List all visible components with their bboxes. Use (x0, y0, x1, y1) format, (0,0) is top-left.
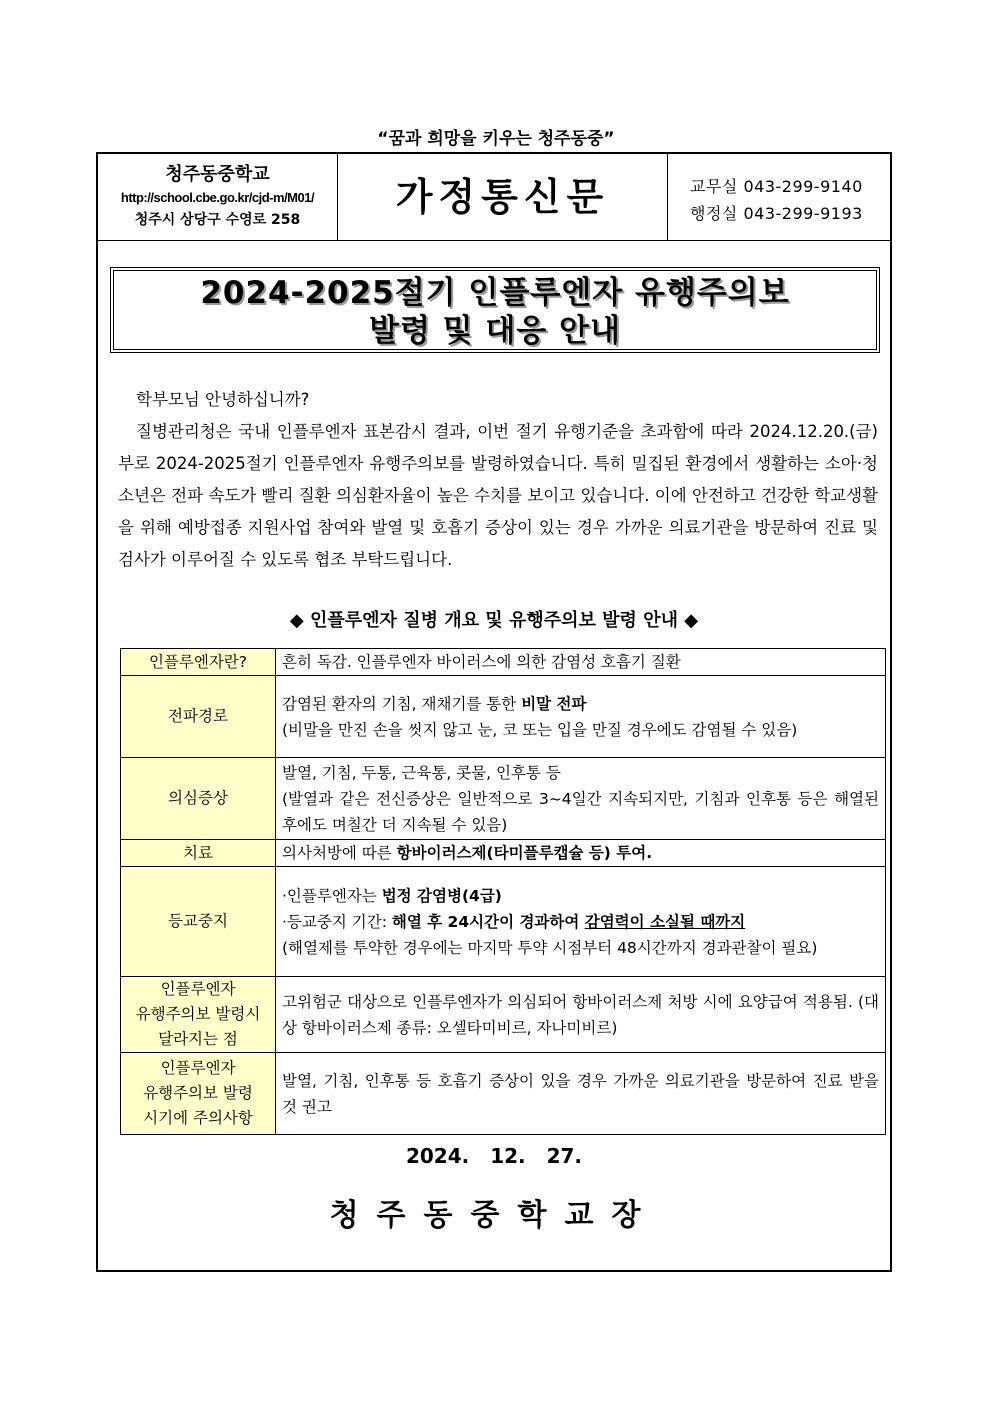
row-key-line: 시기에 주의사항 (143, 1109, 253, 1127)
value-text: 발열, 기침, 두통, 근육통, 콧물, 인후통 등 (282, 763, 561, 782)
row-value (276, 840, 886, 867)
row-value (276, 676, 886, 758)
info-table (120, 648, 886, 1135)
table-row (121, 867, 886, 977)
value-text: 감염된 환자의 기침, 재채기를 통한 (282, 694, 522, 713)
row-key (121, 1053, 276, 1135)
table-row (121, 1053, 886, 1135)
header (98, 154, 890, 241)
value-emphasis: 항바이러스제(타미플루캡슐 등) 투여. (396, 844, 653, 862)
row-key-line: 인플루엔자 (160, 980, 236, 998)
row-key-line: 인플루엔자 (160, 1059, 236, 1077)
row-value: 흔히 독감. 인플루엔자 바이러스에 의한 감염성 호흡기 질환 (276, 649, 886, 676)
value-text: 의사처방에 따른 (282, 844, 397, 862)
principal-signature: 청주동중학교장 (329, 1198, 659, 1233)
row-key: 등교중지 (121, 867, 276, 977)
value-text: ·인플루엔자는 (282, 886, 382, 905)
row-value (276, 867, 886, 977)
row-key: 인플루엔자란? (121, 649, 276, 676)
school-address: 청주시 상당구 수영로 258 (134, 212, 301, 228)
value-text: ·등교중지 기간: (282, 912, 392, 931)
value-emphasis: 비말 전파 (521, 694, 587, 713)
row-value: 발열, 기침, 인후통 등 호흡기 증상이 있을 경우 가까운 의료기관을 방문하여 진료 받을 것 권고 (276, 1053, 886, 1135)
newsletter-frame (96, 152, 892, 1272)
row-key: 치료 (121, 840, 276, 867)
table-row (121, 676, 886, 758)
body-paragraph: 질병관리청은 국내 인플루엔자 표본감시 결과, 이번 절기 유행기준을 초과함에 따라 2024.12.20.(금)부로 2024-2025절기 인플루엔자 유행주의보를 발령하였습니다. 특히 밀집된 환경에서 생활하는 소아·청소년은 전파 속도가 빨리 질환 의심환자율이 높은 수치를 보이고 있습니다. 이에 안전하고 건강한 학교생활을 위해 예방접종 지원사업 참여와 발열 및 호흡기 증상이 있는 경우 가까운 의료기관을 방문하여 진료 및 검사가 이루어질 수 있도록 협조 부탁드립니다. (118, 422, 878, 569)
title-line-1: 2024-2025절기 인플루엔자 유행주의보 (200, 275, 790, 311)
table-row (121, 840, 886, 867)
value-note: (해열제를 투약한 경우에는 마지막 투약 시점부터 48시간까지 경과관찰이 필요) (282, 938, 818, 957)
value-note: (발열과 같은 전신증상은 일반적으로 3~4일간 지속되지만, 기침과 인후통 등은 해열된 후에도 며칠간 더 지속될 수 있음) (282, 789, 879, 834)
row-key-line: 유행주의보 발령 (143, 1084, 253, 1102)
motto: “꿈과 희망을 키우는 청주동중” (377, 129, 615, 149)
school-name: 청주동중학교 (165, 164, 270, 185)
title-box (110, 267, 880, 353)
phone-admin-office: 행정실 043-299-9193 (690, 204, 863, 223)
value-underline: 감염력이 소실될 때까지 (584, 912, 746, 931)
row-value (276, 758, 886, 840)
row-key (121, 977, 276, 1053)
row-value: 고위험군 대상으로 인플루엔자가 의심되어 항바이러스제 처방 시에 요양급여 적용됨. (대상 항바이러스제 종류: 오셀타미비르, 자나미비르) (276, 977, 886, 1053)
phone-teachers-office: 교무실 043-299-9140 (690, 177, 863, 196)
row-key: 전파경로 (121, 676, 276, 758)
row-key-line: 달라지는 점 (158, 1030, 238, 1048)
contact-info (668, 154, 890, 240)
table-row (121, 758, 886, 840)
row-key: 의심증상 (121, 758, 276, 840)
title-line-2: 발령 및 대응 안내 (369, 313, 621, 349)
issue-date: 2024. 12. 27. (405, 1144, 583, 1168)
value-emphasis: 해열 후 24시간이 경과하여 (391, 912, 585, 931)
greeting: 학부모님 안녕하십니까? (136, 390, 310, 409)
school-info (98, 154, 338, 240)
document-title (113, 270, 877, 350)
row-key-line: 유행주의보 발령시 (135, 1005, 261, 1023)
school-url[interactable]: http://school.cbe.go.kr/cjd-m/M01/ (120, 190, 315, 205)
newsletter-title: 가정통신문 (338, 154, 668, 240)
value-note: (비말을 만진 손을 씻지 않고 눈, 코 또는 입을 만질 경우에도 감염될 수 있음) (282, 720, 798, 739)
value-emphasis: 법정 감염병(4급) (381, 886, 502, 905)
table-row (121, 977, 886, 1053)
section-title: ◆ 인플루엔자 질병 개요 및 유행주의보 발령 안내 ◆ (289, 610, 699, 631)
table-row (121, 649, 886, 676)
body-text (118, 384, 878, 576)
